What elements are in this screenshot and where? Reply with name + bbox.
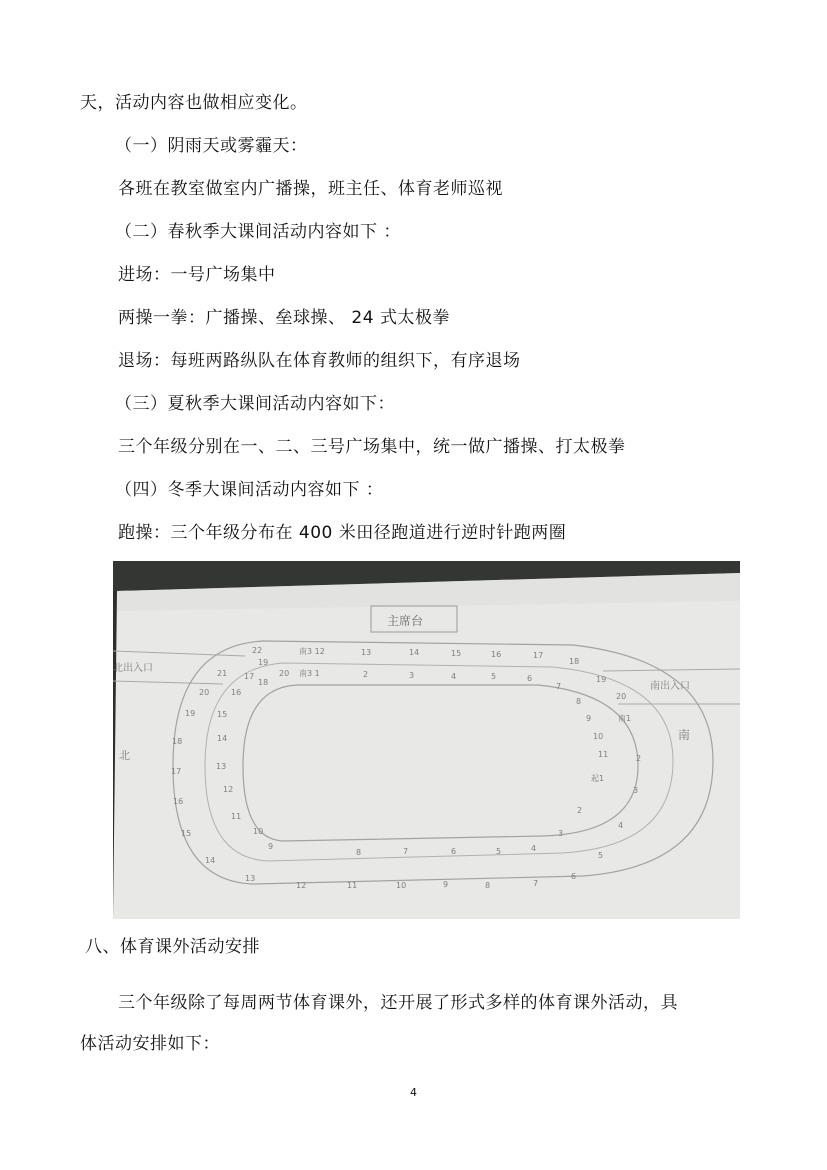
outer-lane-number: 14	[205, 856, 216, 865]
outer-lane-number: 15	[181, 829, 192, 838]
inner-lane-number: 起1	[591, 774, 605, 783]
outer-lane-number: 南3 12	[299, 647, 325, 656]
paragraph-line-1: 三个年级除了每周两节体育课外，还开展了形式多样的体育课外活动，具	[118, 993, 678, 1013]
outer-lane-number: 22	[252, 646, 263, 655]
inner-lane-number: 2	[363, 670, 369, 679]
inner-lane-number: 16	[231, 688, 242, 697]
inner-lane-number: 4	[451, 672, 457, 681]
inner-lane-number: 7	[556, 682, 562, 691]
paragraph-line-2: 体活动安排如下：	[80, 1034, 220, 1054]
outer-lane-number: 20	[199, 688, 210, 697]
inner-lane-number: 13	[216, 762, 227, 771]
outer-lane-number: 15	[451, 649, 462, 658]
inner-lane-number: 12	[223, 785, 234, 794]
inner-lane-number: 6	[451, 847, 457, 856]
text-line-11: 跑操：三个年级分布在 400 米田径跑道进行逆时针跑两圈	[118, 523, 567, 543]
outer-lane-number: 5	[598, 851, 604, 860]
outer-lane-number: 南1	[618, 714, 632, 723]
text-line-9: 三个年级分别在一、二、三号广场集中，统一做广播操、打太极拳	[118, 437, 626, 457]
inner-lane-number: 9	[268, 842, 274, 851]
inner-lane-number: 4	[531, 844, 537, 853]
inner-lane-number: 9	[586, 714, 592, 723]
inner-lane-number: 8	[576, 697, 582, 706]
text-line-3: 各班在教室做室内广播操，班主任、体育老师巡视	[118, 179, 503, 199]
south-entrance-label: 南出入口	[650, 681, 690, 692]
outer-lane-number: 11	[347, 881, 358, 890]
outer-lane-number: 17	[171, 767, 182, 776]
inner-lane-number: 3	[558, 829, 564, 838]
track-diagram-photo	[113, 561, 740, 919]
outer-lane-number: 14	[409, 648, 420, 657]
outer-lane-number: 16	[173, 797, 184, 806]
text-line-8: （三）夏秋季大课间活动内容如下：	[115, 394, 395, 414]
inner-lane-number: 11	[231, 812, 242, 821]
outer-lane-number: 17	[533, 651, 544, 660]
inner-lane-number: 14	[217, 734, 228, 743]
inner-lane-number: 20	[279, 669, 290, 678]
outer-lane-number: 4	[618, 821, 624, 830]
text-line-5: 进场：一号广场集中	[118, 265, 276, 285]
inner-lane-number: 15	[217, 710, 228, 719]
outer-lane-number: 18	[172, 737, 183, 746]
outer-lane-number: 13	[245, 874, 256, 883]
outer-lane-number: 19	[596, 675, 607, 684]
outer-lane-number: 2	[636, 754, 642, 763]
text-line-6: 两操一拳：广播操、垒球操、 24 式太极拳	[118, 308, 450, 328]
page-number: 4	[410, 1086, 417, 1099]
text-line-4: （二）春秋季大课间活动内容如下 ：	[115, 222, 401, 242]
section-heading: 八、体育课外活动安排	[85, 937, 260, 957]
outer-lane-number: 13	[361, 648, 372, 657]
text-line-7: 退场：每班两路纵队在体育教师的组织下，有序退场	[118, 351, 521, 371]
outer-lane-number: 3	[633, 786, 639, 795]
outer-lane-number: 21	[217, 669, 228, 678]
north-entrance-label: 北出入口	[113, 663, 153, 674]
outer-lane-number: 8	[485, 881, 491, 890]
inner-lane-number: 7	[403, 847, 409, 856]
outer-lane-number: 19	[185, 709, 196, 718]
text-line-2: （一）阴雨天或雾霾天：	[115, 136, 308, 156]
inner-lane-number: 5	[496, 847, 502, 856]
stage-label: 主席台	[387, 614, 424, 628]
inner-lane-number: 10	[593, 732, 604, 741]
inner-lane-number: 8	[356, 848, 362, 857]
text-line-10: （四）冬季大课间活动内容如下 ：	[115, 480, 384, 500]
outer-lane-number: 9	[443, 880, 449, 889]
outer-lane-number: 10	[396, 881, 407, 890]
inner-lane-number: 18	[258, 678, 269, 687]
south-label: 南	[678, 728, 691, 742]
inner-lane-number: 19	[258, 658, 269, 667]
outer-lane-number: 20	[616, 692, 627, 701]
north-label: 北	[119, 749, 130, 762]
outer-lane-number: 7	[533, 879, 539, 888]
outer-lane-number: 16	[491, 650, 502, 659]
inner-lane-number: 6	[527, 674, 533, 683]
outer-lane-number: 12	[296, 881, 307, 890]
outer-lane-number: 18	[569, 657, 580, 666]
inner-lane-number: 南3 1	[299, 669, 320, 678]
inner-lane-number: 2	[577, 806, 583, 815]
inner-lane-number: 3	[409, 671, 415, 680]
text-line-1: 天，活动内容也做相应变化。	[80, 93, 308, 113]
inner-lane-number: 10	[253, 827, 264, 836]
inner-lane-number: 17	[244, 672, 255, 681]
inner-lane-number: 11	[598, 750, 609, 759]
inner-lane-number: 5	[491, 672, 497, 681]
outer-lane-number: 6	[571, 872, 577, 881]
